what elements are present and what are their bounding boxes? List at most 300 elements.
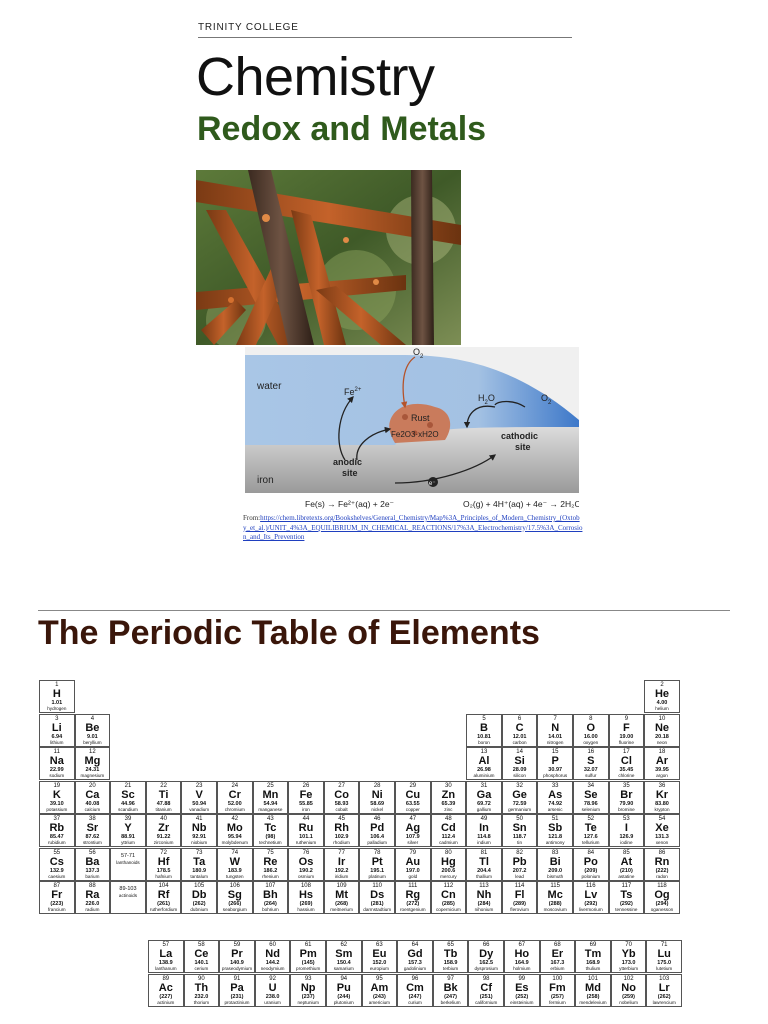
- atomic-mass: 10.81: [477, 733, 491, 740]
- atomic-mass: (227): [159, 993, 173, 1000]
- atomic-number: 52: [587, 816, 595, 822]
- element-name: cobalt: [335, 806, 348, 812]
- element-symbol: La: [159, 948, 173, 960]
- element-symbol: Mo: [226, 822, 243, 834]
- f-block-cell: [219, 940, 255, 973]
- atomic-number: 13: [480, 749, 488, 755]
- element-name: plutonium: [333, 999, 354, 1005]
- label-electron: e⁻: [429, 481, 436, 487]
- element-symbol: Nb: [191, 822, 207, 834]
- atomic-number: 99: [518, 975, 526, 982]
- atomic-mass: 127.6: [583, 834, 598, 840]
- label-anodic-site: site: [342, 468, 358, 478]
- atomic-number: 95: [376, 975, 383, 982]
- atomic-number: 1: [55, 682, 59, 688]
- element-symbol: Tm: [584, 948, 602, 960]
- atomic-number: 12: [89, 749, 96, 755]
- element-cell: [39, 781, 75, 814]
- element-symbol: Ts: [620, 889, 633, 901]
- element-symbol: Sm: [335, 948, 353, 960]
- atomic-number: 85: [623, 849, 630, 856]
- atomic-mass: 164.9: [514, 960, 529, 966]
- element-symbol: Te: [584, 822, 597, 834]
- element-symbol: Ce: [194, 948, 209, 960]
- element-symbol: Ne: [654, 721, 670, 734]
- atomic-mass: (284): [477, 901, 491, 907]
- element-name: silver: [407, 840, 419, 845]
- atomic-mass: 162.5: [479, 960, 494, 966]
- atomic-mass: 126.9: [619, 834, 634, 840]
- atomic-mass: 83.80: [655, 800, 669, 807]
- element-name: bismuth: [547, 873, 564, 879]
- element-cell: [609, 881, 645, 914]
- element-symbol: Co: [334, 788, 349, 801]
- element-name: caesium: [48, 873, 66, 879]
- f-block-cell: [362, 940, 398, 973]
- element-symbol: Fe: [299, 788, 313, 801]
- element-symbol: Ru: [298, 822, 314, 834]
- element-name: niobium: [191, 840, 208, 845]
- atomic-mass: (223): [50, 901, 64, 907]
- element-name: krypton: [654, 806, 670, 812]
- element-name: lithium: [50, 739, 64, 745]
- atomic-number: 107: [265, 883, 276, 889]
- element-symbol: Eu: [372, 948, 387, 960]
- element-symbol: P: [551, 755, 559, 767]
- element-name: rubidium: [47, 840, 66, 845]
- atomic-mass: 158.9: [443, 960, 458, 966]
- element-name: calcium: [84, 806, 101, 812]
- f-block-cell: [184, 974, 220, 1007]
- element-cell: [537, 881, 573, 914]
- atomic-number: 102: [623, 975, 634, 982]
- atomic-mass: 101.1: [299, 834, 313, 840]
- element-symbol: Ra: [85, 889, 100, 901]
- atomic-number: 61: [304, 942, 312, 948]
- atomic-number: 26: [302, 782, 310, 789]
- element-symbol: I: [624, 822, 628, 834]
- element-cell: [217, 848, 253, 881]
- atomic-number: 64: [411, 942, 419, 948]
- element-name: promethium: [296, 966, 321, 971]
- atomic-mass: 200.6: [441, 867, 456, 874]
- f-block-cell: [362, 974, 398, 1007]
- element-name: xenon: [655, 840, 669, 845]
- atomic-number: 55: [53, 849, 61, 856]
- element-name: cadmium: [439, 840, 458, 845]
- element-name: fermium: [549, 999, 566, 1005]
- atomic-number: 23: [195, 782, 203, 789]
- element-name: scandium: [118, 806, 138, 812]
- element-name: mendelevium: [579, 999, 607, 1005]
- element-cell: [181, 881, 217, 914]
- atomic-number: 71: [660, 942, 668, 948]
- label-o2-right: $O_2$: [541, 393, 552, 406]
- element-name: flerovium: [510, 907, 529, 912]
- element-symbol: Rg: [405, 889, 421, 901]
- unit-title: Redox and Metals: [197, 110, 487, 148]
- element-cell: [395, 781, 431, 814]
- atomic-number: 54: [658, 816, 666, 822]
- element-name: ytterbium: [619, 966, 639, 971]
- element-cell: [217, 814, 253, 847]
- element-symbol: O: [586, 721, 596, 734]
- element-symbol: Ar: [655, 755, 669, 767]
- atomic-number: 65: [447, 942, 454, 948]
- element-cell: [324, 881, 360, 914]
- element-cell: [288, 848, 324, 881]
- element-name: tin: [517, 840, 523, 845]
- element-cell: [537, 848, 573, 881]
- atomic-mass: (294): [655, 901, 669, 907]
- element-cell: [502, 747, 538, 780]
- element-cell: [573, 714, 609, 747]
- element-name: lawrencium: [652, 999, 676, 1005]
- atomic-number: 114: [514, 883, 525, 889]
- element-cell: [537, 747, 573, 780]
- atomic-number: 111: [408, 883, 418, 889]
- element-symbol: Bh: [263, 889, 278, 901]
- element-cell: [39, 848, 75, 881]
- source-link[interactable]: https://chem.libretexts.org/Bookshelves/General_Chemistry/Map%3A_Principles_of_Modern_Chemistry_(Oxtoby_et_al.)/UNIT_4%3A_EQUILIBRIUM_IN_CHEMICAL_REACTIONS/17%3A_Electrochemistry/17.5%3A_Corrosion_and_Its_Prevention: [243, 514, 583, 542]
- element-symbol: Tc: [264, 822, 277, 834]
- atomic-number: 22: [160, 782, 167, 789]
- element-name: argon: [656, 773, 668, 778]
- element-name: manganese: [258, 806, 283, 812]
- atomic-mass: (231): [230, 993, 244, 1000]
- element-name: magnesium: [80, 773, 105, 778]
- element-symbol: At: [620, 855, 633, 868]
- element-symbol: Sn: [512, 822, 527, 834]
- element-name: rutherfordium: [149, 907, 178, 912]
- periodic-table-title: The Periodic Table of Elements: [38, 614, 540, 652]
- element-cell: [502, 814, 538, 847]
- f-block-cell: [504, 974, 540, 1007]
- element-name: radon: [656, 873, 668, 879]
- atomic-mass: (237): [301, 993, 315, 1000]
- atomic-number: 38: [89, 816, 96, 822]
- atomic-number: 91: [233, 975, 241, 982]
- atomic-number: 118: [657, 883, 667, 889]
- element-name: rhenium: [262, 873, 279, 879]
- element-symbol: Cl: [620, 755, 632, 767]
- atomic-number: 108: [300, 883, 311, 889]
- element-symbol: Rh: [334, 822, 349, 834]
- atomic-number: 92: [269, 975, 276, 982]
- element-cell: [466, 881, 502, 914]
- element-symbol: Ac: [158, 981, 173, 994]
- atomic-mass: (252): [515, 993, 529, 1000]
- element-name: lead: [515, 873, 524, 879]
- atomic-number: 16: [587, 749, 595, 755]
- atomic-number: 84: [587, 849, 595, 856]
- element-symbol: Ge: [512, 788, 527, 801]
- label-h2o: $H_2O$: [478, 393, 495, 406]
- atomic-number: 51: [551, 816, 559, 822]
- element-name: berkelium: [440, 999, 461, 1005]
- label-rust: Rust: [411, 413, 430, 423]
- element-name: bromine: [618, 806, 635, 812]
- element-name: radium: [85, 907, 100, 912]
- element-name: praseodymium: [221, 966, 253, 971]
- element-symbol: Pt: [371, 855, 383, 868]
- element-name: potassium: [46, 806, 68, 812]
- atomic-number: 67: [518, 942, 526, 948]
- element-symbol: Si: [514, 755, 525, 767]
- f-block-cell: [468, 940, 504, 973]
- element-symbol: He: [654, 688, 670, 700]
- atomic-number: 3: [55, 715, 59, 722]
- element-symbol: Rf: [157, 889, 170, 901]
- element-symbol: Cm: [406, 981, 424, 994]
- atomic-mass: 95.94: [227, 834, 242, 840]
- element-name: nickel: [371, 806, 384, 812]
- element-symbol: Md: [585, 981, 601, 994]
- element-symbol: Dy: [479, 948, 494, 960]
- element-name: oxygen: [583, 739, 599, 745]
- atomic-mass: 152.0: [372, 960, 387, 966]
- atomic-mass: (292): [584, 901, 598, 907]
- series-label: actinoids: [118, 893, 138, 898]
- element-name: platinum: [368, 873, 386, 879]
- atomic-mass: (285): [441, 901, 455, 907]
- atomic-number: 41: [195, 816, 203, 822]
- f-block-cell: [540, 974, 576, 1007]
- element-name: thulium: [585, 966, 601, 971]
- atomic-mass: 88.91: [121, 834, 135, 840]
- element-symbol: Hs: [298, 889, 314, 901]
- element-cell: [75, 881, 111, 914]
- element-cell: [75, 781, 111, 814]
- element-name: hassium: [297, 907, 315, 912]
- element-cell: [395, 814, 431, 847]
- element-cell: [146, 848, 182, 881]
- label-water: water: [257, 381, 282, 392]
- element-cell: [288, 814, 324, 847]
- element-cell: [644, 747, 680, 780]
- element-name: rhodium: [333, 840, 350, 845]
- element-symbol: Gd: [407, 948, 423, 960]
- atomic-number: 117: [621, 883, 632, 889]
- atomic-number: 75: [267, 849, 274, 856]
- f-block-cell: [504, 940, 540, 973]
- element-symbol: Pb: [512, 855, 527, 868]
- atomic-number: 82: [516, 849, 523, 856]
- element-symbol: Nd: [265, 948, 280, 960]
- atomic-mass: (247): [444, 993, 458, 1000]
- element-symbol: Cd: [441, 822, 456, 834]
- element-symbol: In: [479, 822, 489, 834]
- element-cell: [324, 781, 360, 814]
- f-block-cell: [575, 974, 611, 1007]
- element-cell: [39, 747, 75, 780]
- element-cell: [609, 814, 645, 847]
- atomic-mass: 207.2: [512, 867, 527, 874]
- atomic-mass: (266): [228, 901, 242, 907]
- element-cell: [502, 714, 538, 747]
- element-cell: [359, 814, 395, 847]
- element-symbol: Yb: [621, 948, 636, 960]
- f-block-cell: [611, 974, 647, 1007]
- element-symbol: Sr: [86, 822, 99, 834]
- atomic-mass: 63.55: [405, 800, 420, 807]
- element-name: gold: [408, 873, 418, 879]
- element-cell: [644, 848, 680, 881]
- element-name: americium: [368, 999, 390, 1005]
- element-cell: [537, 814, 573, 847]
- atomic-number: 66: [482, 942, 490, 948]
- atomic-number: 109: [336, 883, 347, 889]
- atomic-number: 43: [267, 816, 274, 822]
- element-symbol: Se: [584, 788, 598, 801]
- atomic-number: 97: [447, 975, 454, 982]
- atomic-number: 68: [554, 942, 561, 948]
- atomic-number: 100: [552, 975, 563, 982]
- element-symbol: Fl: [514, 889, 525, 901]
- atomic-mass: 173.0: [621, 960, 636, 966]
- element-name: lanthanum: [155, 966, 177, 971]
- atomic-number: 14: [516, 749, 523, 755]
- atomic-number: 21: [124, 782, 132, 789]
- element-symbol: Os: [298, 855, 314, 868]
- element-name: protactinium: [224, 999, 250, 1005]
- element-name: iron: [302, 806, 310, 812]
- element-symbol: Li: [51, 721, 62, 734]
- atomic-mass: 195.1: [370, 867, 385, 874]
- atomic-mass: 32.07: [583, 767, 598, 773]
- atomic-mass: 107.9: [405, 834, 420, 840]
- element-symbol: Zr: [158, 822, 170, 834]
- element-name: germanium: [508, 806, 532, 812]
- element-name: nitrogen: [546, 739, 564, 745]
- f-block-cell: [397, 974, 433, 1007]
- f-block-cell: [255, 974, 291, 1007]
- atomic-mass: 226.0: [85, 901, 100, 907]
- element-symbol: Tb: [443, 948, 458, 960]
- element-cell: [609, 747, 645, 780]
- atomic-mass: 79.90: [619, 800, 634, 807]
- element-symbol: As: [548, 788, 563, 801]
- element-name: tungsten: [225, 873, 244, 879]
- atomic-mass: (281): [370, 901, 384, 907]
- atomic-mass: 12.01: [512, 733, 527, 740]
- element-name: erbium: [550, 966, 565, 971]
- atomic-mass: 1.01: [51, 700, 63, 706]
- element-name: cerium: [194, 966, 209, 971]
- element-name: tantalum: [190, 873, 208, 879]
- element-symbol: Mg: [84, 755, 101, 767]
- atomic-number: 79: [409, 849, 417, 856]
- equation-cathode: O₂(g) + 4H⁺(aq) + 4e⁻ → 2H₂O(l): [463, 499, 579, 509]
- atomic-mass: 65.39: [441, 800, 456, 807]
- element-name: tellurium: [582, 840, 600, 845]
- element-name: gadolinium: [403, 966, 427, 971]
- element-name: neon: [656, 739, 668, 745]
- atomic-number: 33: [551, 782, 559, 789]
- element-name: sulfur: [585, 773, 597, 778]
- atomic-number: 80: [445, 849, 452, 856]
- atomic-mass: 58.69: [370, 800, 385, 807]
- element-name: iridium: [334, 873, 349, 879]
- atomic-mass: 4.00: [656, 700, 668, 706]
- atomic-number: 53: [623, 816, 630, 822]
- label-anodic: anodic: [333, 457, 363, 467]
- atomic-mass: 74.92: [548, 800, 563, 807]
- element-name: uranium: [264, 999, 281, 1005]
- atomic-mass: 209.0: [548, 867, 563, 874]
- element-name: nobelium: [619, 999, 638, 1005]
- atomic-mass: 183.9: [227, 867, 242, 874]
- atomic-number: 2: [660, 682, 664, 688]
- element-name: vanadium: [189, 806, 210, 812]
- element-name: osmium: [297, 873, 315, 879]
- atomic-mass: (272): [406, 901, 420, 907]
- element-symbol: Re: [263, 855, 278, 868]
- element-cell: [644, 714, 680, 747]
- atomic-number: 63: [376, 942, 383, 948]
- atomic-number: 88: [89, 883, 96, 889]
- atomic-mass: 157.3: [408, 960, 422, 966]
- element-name: seaborgium: [222, 907, 247, 912]
- element-cell: [75, 848, 111, 881]
- atomic-mass: 39.10: [49, 800, 64, 807]
- atomic-number: 50: [516, 816, 523, 822]
- element-cell: [537, 781, 573, 814]
- atomic-number: 106: [229, 883, 240, 889]
- element-cell: [181, 848, 217, 881]
- atomic-mass: 87.62: [85, 834, 100, 840]
- atomic-mass: (222): [655, 867, 669, 874]
- atomic-number: 44: [302, 816, 310, 822]
- element-symbol: F: [623, 721, 630, 734]
- atomic-number: 105: [194, 883, 205, 889]
- atomic-mass: 180.9: [192, 867, 207, 874]
- atomic-mass: (268): [335, 901, 349, 907]
- f-block-cell: [540, 940, 576, 973]
- atomic-mass: 204.4: [477, 867, 491, 874]
- series-range: 57-71: [120, 852, 136, 859]
- atomic-mass: (292): [619, 901, 633, 907]
- element-name: barium: [85, 873, 100, 879]
- atomic-number: 110: [372, 883, 382, 889]
- atomic-number: 46: [373, 816, 381, 822]
- element-symbol: Pa: [230, 981, 244, 994]
- element-name: helium: [655, 706, 669, 711]
- element-cell: [39, 881, 75, 914]
- element-name: lutetium: [656, 966, 673, 971]
- element-symbol: Y: [124, 822, 132, 834]
- element-name: titanium: [155, 806, 172, 812]
- element-name: einsteinium: [510, 999, 534, 1005]
- element-symbol: Cr: [228, 788, 241, 801]
- atomic-number: 45: [338, 816, 345, 822]
- atomic-number: 72: [160, 849, 167, 856]
- f-block-cell: [433, 974, 469, 1007]
- element-symbol: U: [268, 981, 277, 994]
- label-cathodic-site: site: [515, 442, 531, 452]
- element-symbol: No: [621, 981, 636, 994]
- label-o2-top: $O_2$: [413, 347, 424, 360]
- atomic-number: 7: [553, 715, 557, 722]
- atomic-mass: 190.2: [299, 867, 313, 874]
- atomic-mass: 6.94: [51, 733, 63, 740]
- element-symbol: C: [515, 721, 524, 734]
- atomic-number: 47: [409, 816, 417, 822]
- f-block-cell: [433, 940, 469, 973]
- atomic-number: 8: [589, 715, 593, 722]
- f-block-cell: [468, 974, 504, 1007]
- element-symbol: Nh: [476, 889, 492, 901]
